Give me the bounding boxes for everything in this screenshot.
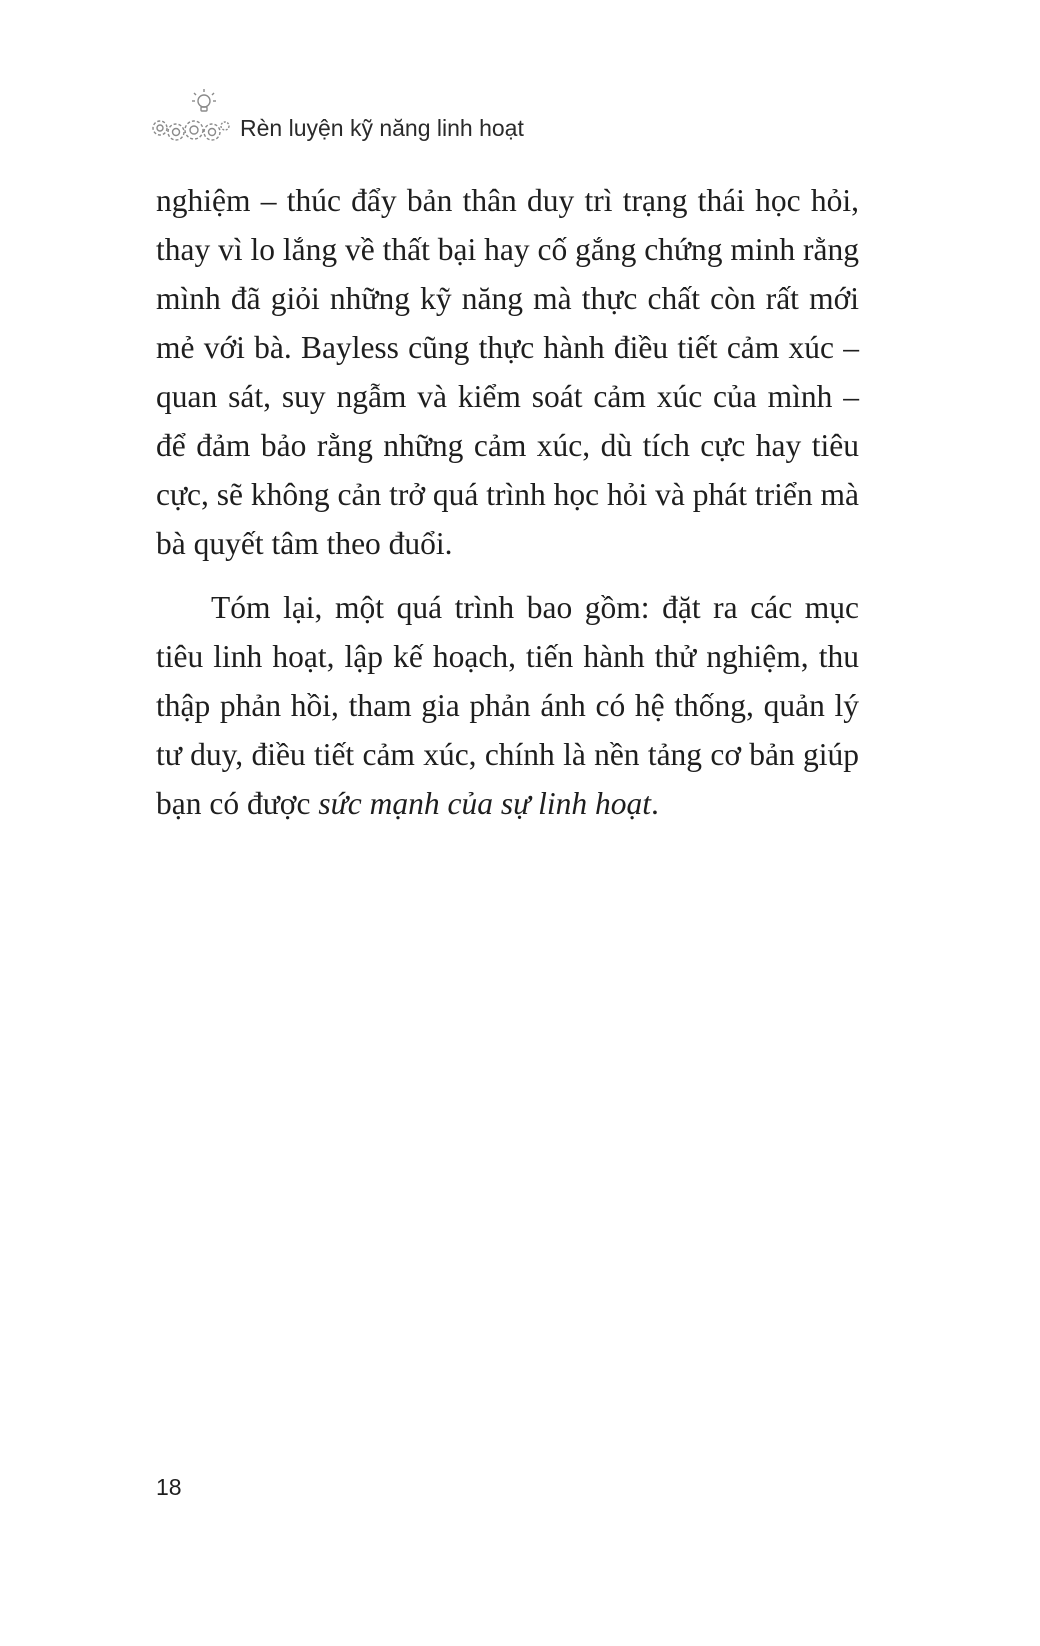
paragraph-2 [156, 583, 859, 828]
paragraph-2-end: . [651, 786, 659, 821]
body-text [156, 176, 859, 828]
gears-lightbulb-icon [148, 88, 230, 148]
paragraph-2-emphasis: sức mạnh của sự linh hoạt [318, 786, 652, 821]
page-number: 18 [156, 1474, 182, 1500]
paragraph-1: nghiệm – thúc đẩy bản thân duy trì trạng thái học hỏi, thay vì lo lắng về thất bại hay cố gắng chứng minh rằng mình đã giỏi những kỹ năng mà thực chất còn rất mới mẻ với bà. Bayless cũng thực hành điều tiết cảm xúc – quan sát, suy ngẫm và kiểm soát cảm xúc của mình – để đảm bảo rằng những cảm xúc, dù tích cực hay tiêu cực, sẽ không cản trở quá trình học hỏi và phát triển mà bà quyết tâm theo đuổi. [156, 183, 859, 561]
running-header [148, 88, 524, 148]
running-header-title: Rèn luyện kỹ năng linh hoạt [240, 115, 524, 141]
paragraph-2-lead: Tóm lại, một quá trình bao gồm: đặt ra các mục tiêu linh hoạt, lập kế hoạch, tiến hành thử nghiệm, thu thập phản hồi, tham gia phản ánh có hệ thống, quản lý tư duy, điều tiết cảm xúc, chính là nền tảng cơ bản giúp bạn có được [156, 590, 859, 821]
